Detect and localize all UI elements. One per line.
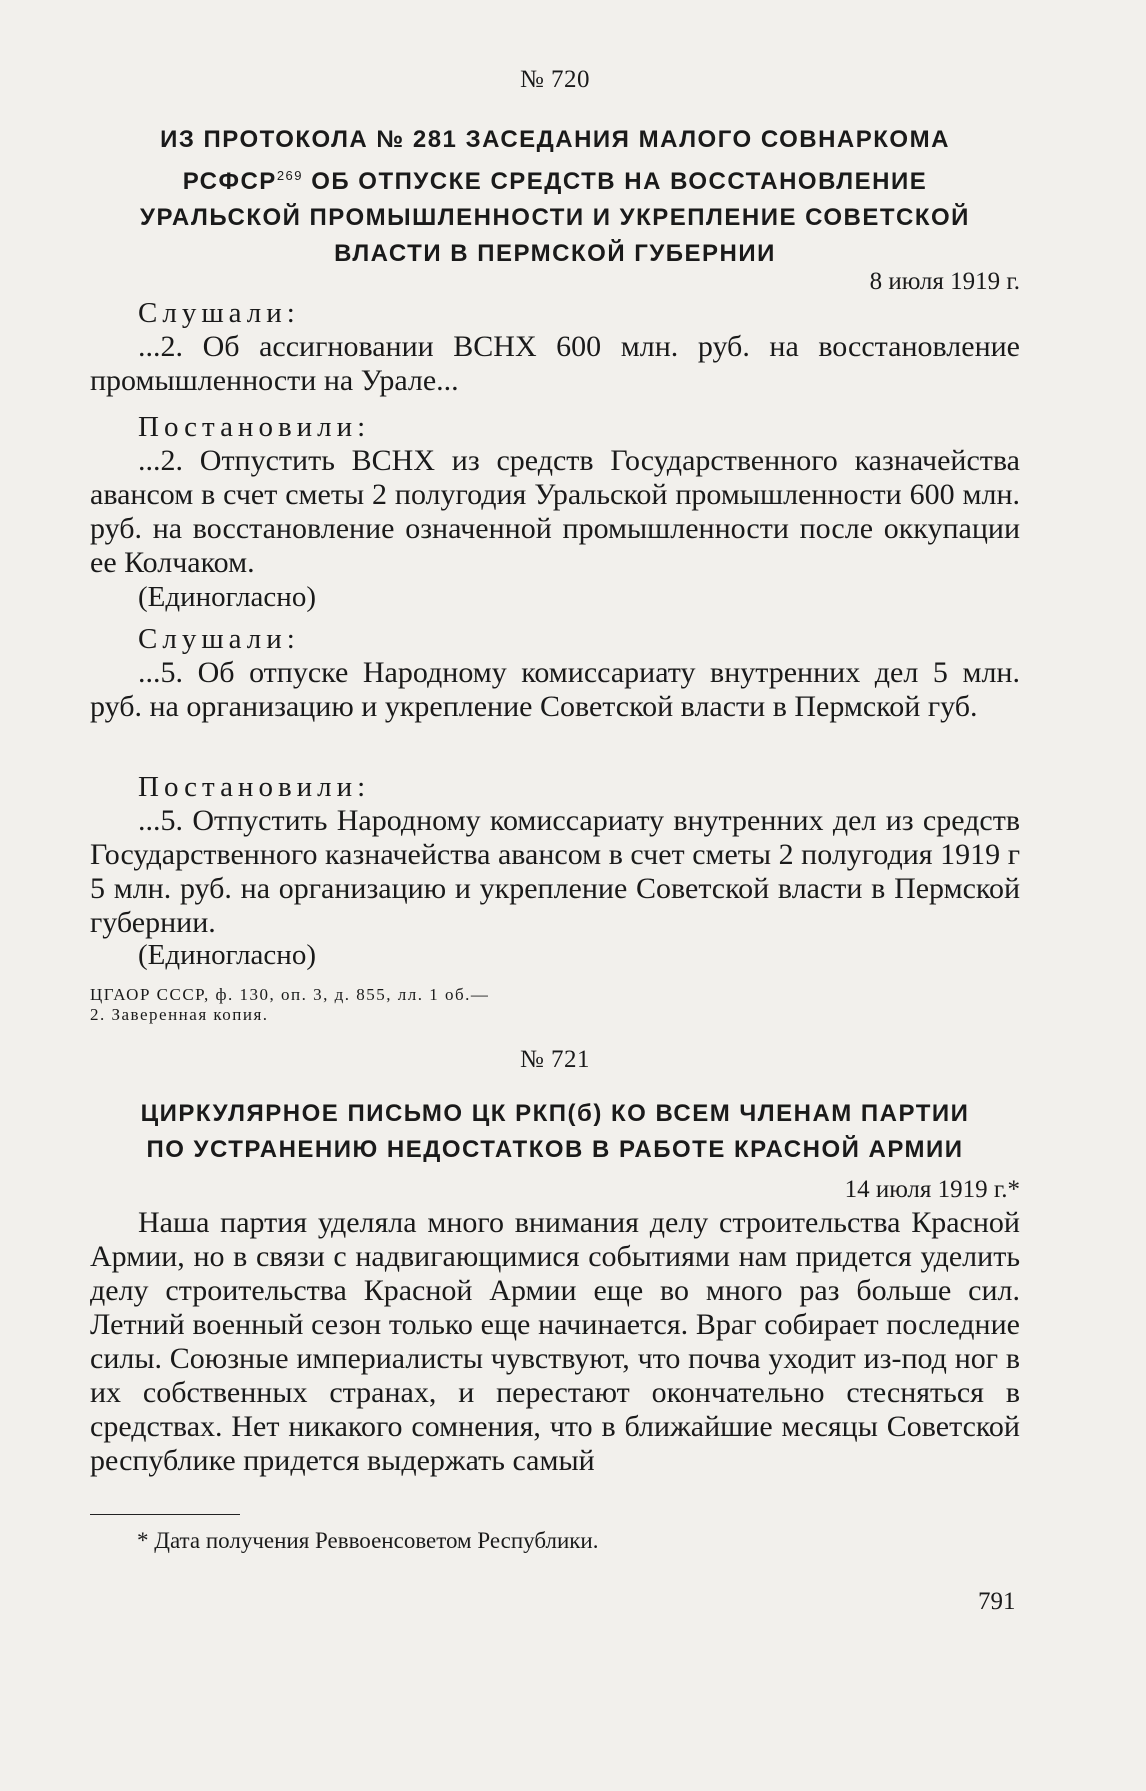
- heard-label: Слушали:: [138, 297, 300, 329]
- unanimous-note: (Единогласно): [138, 939, 316, 971]
- title-line: ИЗ ПРОТОКОЛА № 281 ЗАСЕДАНИЯ МАЛОГО СОВНАРКОМА: [160, 126, 950, 153]
- title-line: ЦИРКУЛЯРНОЕ ПИСЬМО ЦК РКП(б) КО ВСЕМ ЧЛЕНАМ ПАРТИИ: [140, 1100, 970, 1127]
- document-number-721: № 721: [519, 1046, 591, 1073]
- resolved-label: Постановили:: [138, 411, 371, 443]
- footnote-divider: [90, 1514, 240, 1515]
- title-line: [90, 158, 1020, 200]
- title-fragment: РСФСР: [182, 168, 277, 195]
- resolved-label: Постановили:: [138, 771, 371, 803]
- title-line: УРАЛЬСКОЙ ПРОМЫШЛЕННОСТИ И УКРЕПЛЕНИЕ СОВЕТСКОЙ: [140, 204, 970, 231]
- document-date-721: 14 июля 1919 г.*: [844, 1176, 1020, 1203]
- document-number-720: № 720: [519, 66, 591, 93]
- title-line: ВЛАСТИ В ПЕРМСКОЙ ГУБЕРНИИ: [334, 240, 776, 267]
- letter-body: Наша партия уделяла много внимания делу строительства Красной Армии, но в связи с надвигающимися событиями нам придется уделить делу строительства Красной Армии еще во много раз больше сил. Летний военный сезон только еще начинается. Враг собирает последние силы. Союзные империалисты чувствуют, что почва уходит из-под ног в их собственных странах, и перестают окончательно стесняться в средствах. Нет никакого сомнения, что в ближайшие месяцы Советской республике придется выдержать самый: [90, 1206, 1020, 1477]
- resolved-text: ...2. Отпустить ВСНХ из средств Государственного казначейства авансом в счет сметы 2 полугодия Уральской промышленности 600 млн. руб. на восстановление означенной промышленности после оккупации ее Колчаком.: [90, 444, 1020, 579]
- title-line: ПО УСТРАНЕНИЮ НЕДОСТАТКОВ В РАБОТЕ КРАСНОЙ АРМИИ: [146, 1136, 964, 1163]
- document-date-720: 8 июля 1919 г.: [869, 268, 1020, 295]
- resolved-text: ...5. Отпустить Народному комиссариату внутренних дел из средств Государственного казначейства авансом в счет сметы 2 полугодия 1919 г 5 млн. руб. на организацию и укрепление Советской власти в Пермской губернии.: [90, 804, 1020, 939]
- document-title-721: [90, 1096, 1020, 1168]
- heard-text: ...2. Об ассигновании ВСНХ 600 млн. руб. на восстановление промышленности на Урале...: [90, 330, 1020, 397]
- heard-label: Слушали:: [138, 623, 300, 655]
- title-fragment: ОБ ОТПУСКЕ СРЕДСТВ НА ВОССТАНОВЛЕНИЕ: [303, 168, 928, 195]
- archive-source: ЦГАОР СССР, ф. 130, оп. 3, д. 855, лл. 1 об.—2. Заверенная копия.: [90, 985, 490, 1024]
- page-number: 791: [978, 1588, 1016, 1615]
- unanimous-note: (Единогласно): [138, 581, 316, 613]
- footnote-ref: 269: [276, 168, 304, 183]
- document-title-720: [90, 122, 1020, 272]
- footnote: * Дата получения Реввоенсоветом Республики.: [137, 1528, 599, 1553]
- heard-text: ...5. Об отпуске Народному комиссариату внутренних дел 5 млн. руб. на организацию и укрепление Советской власти в Пермской губ.: [90, 656, 1020, 723]
